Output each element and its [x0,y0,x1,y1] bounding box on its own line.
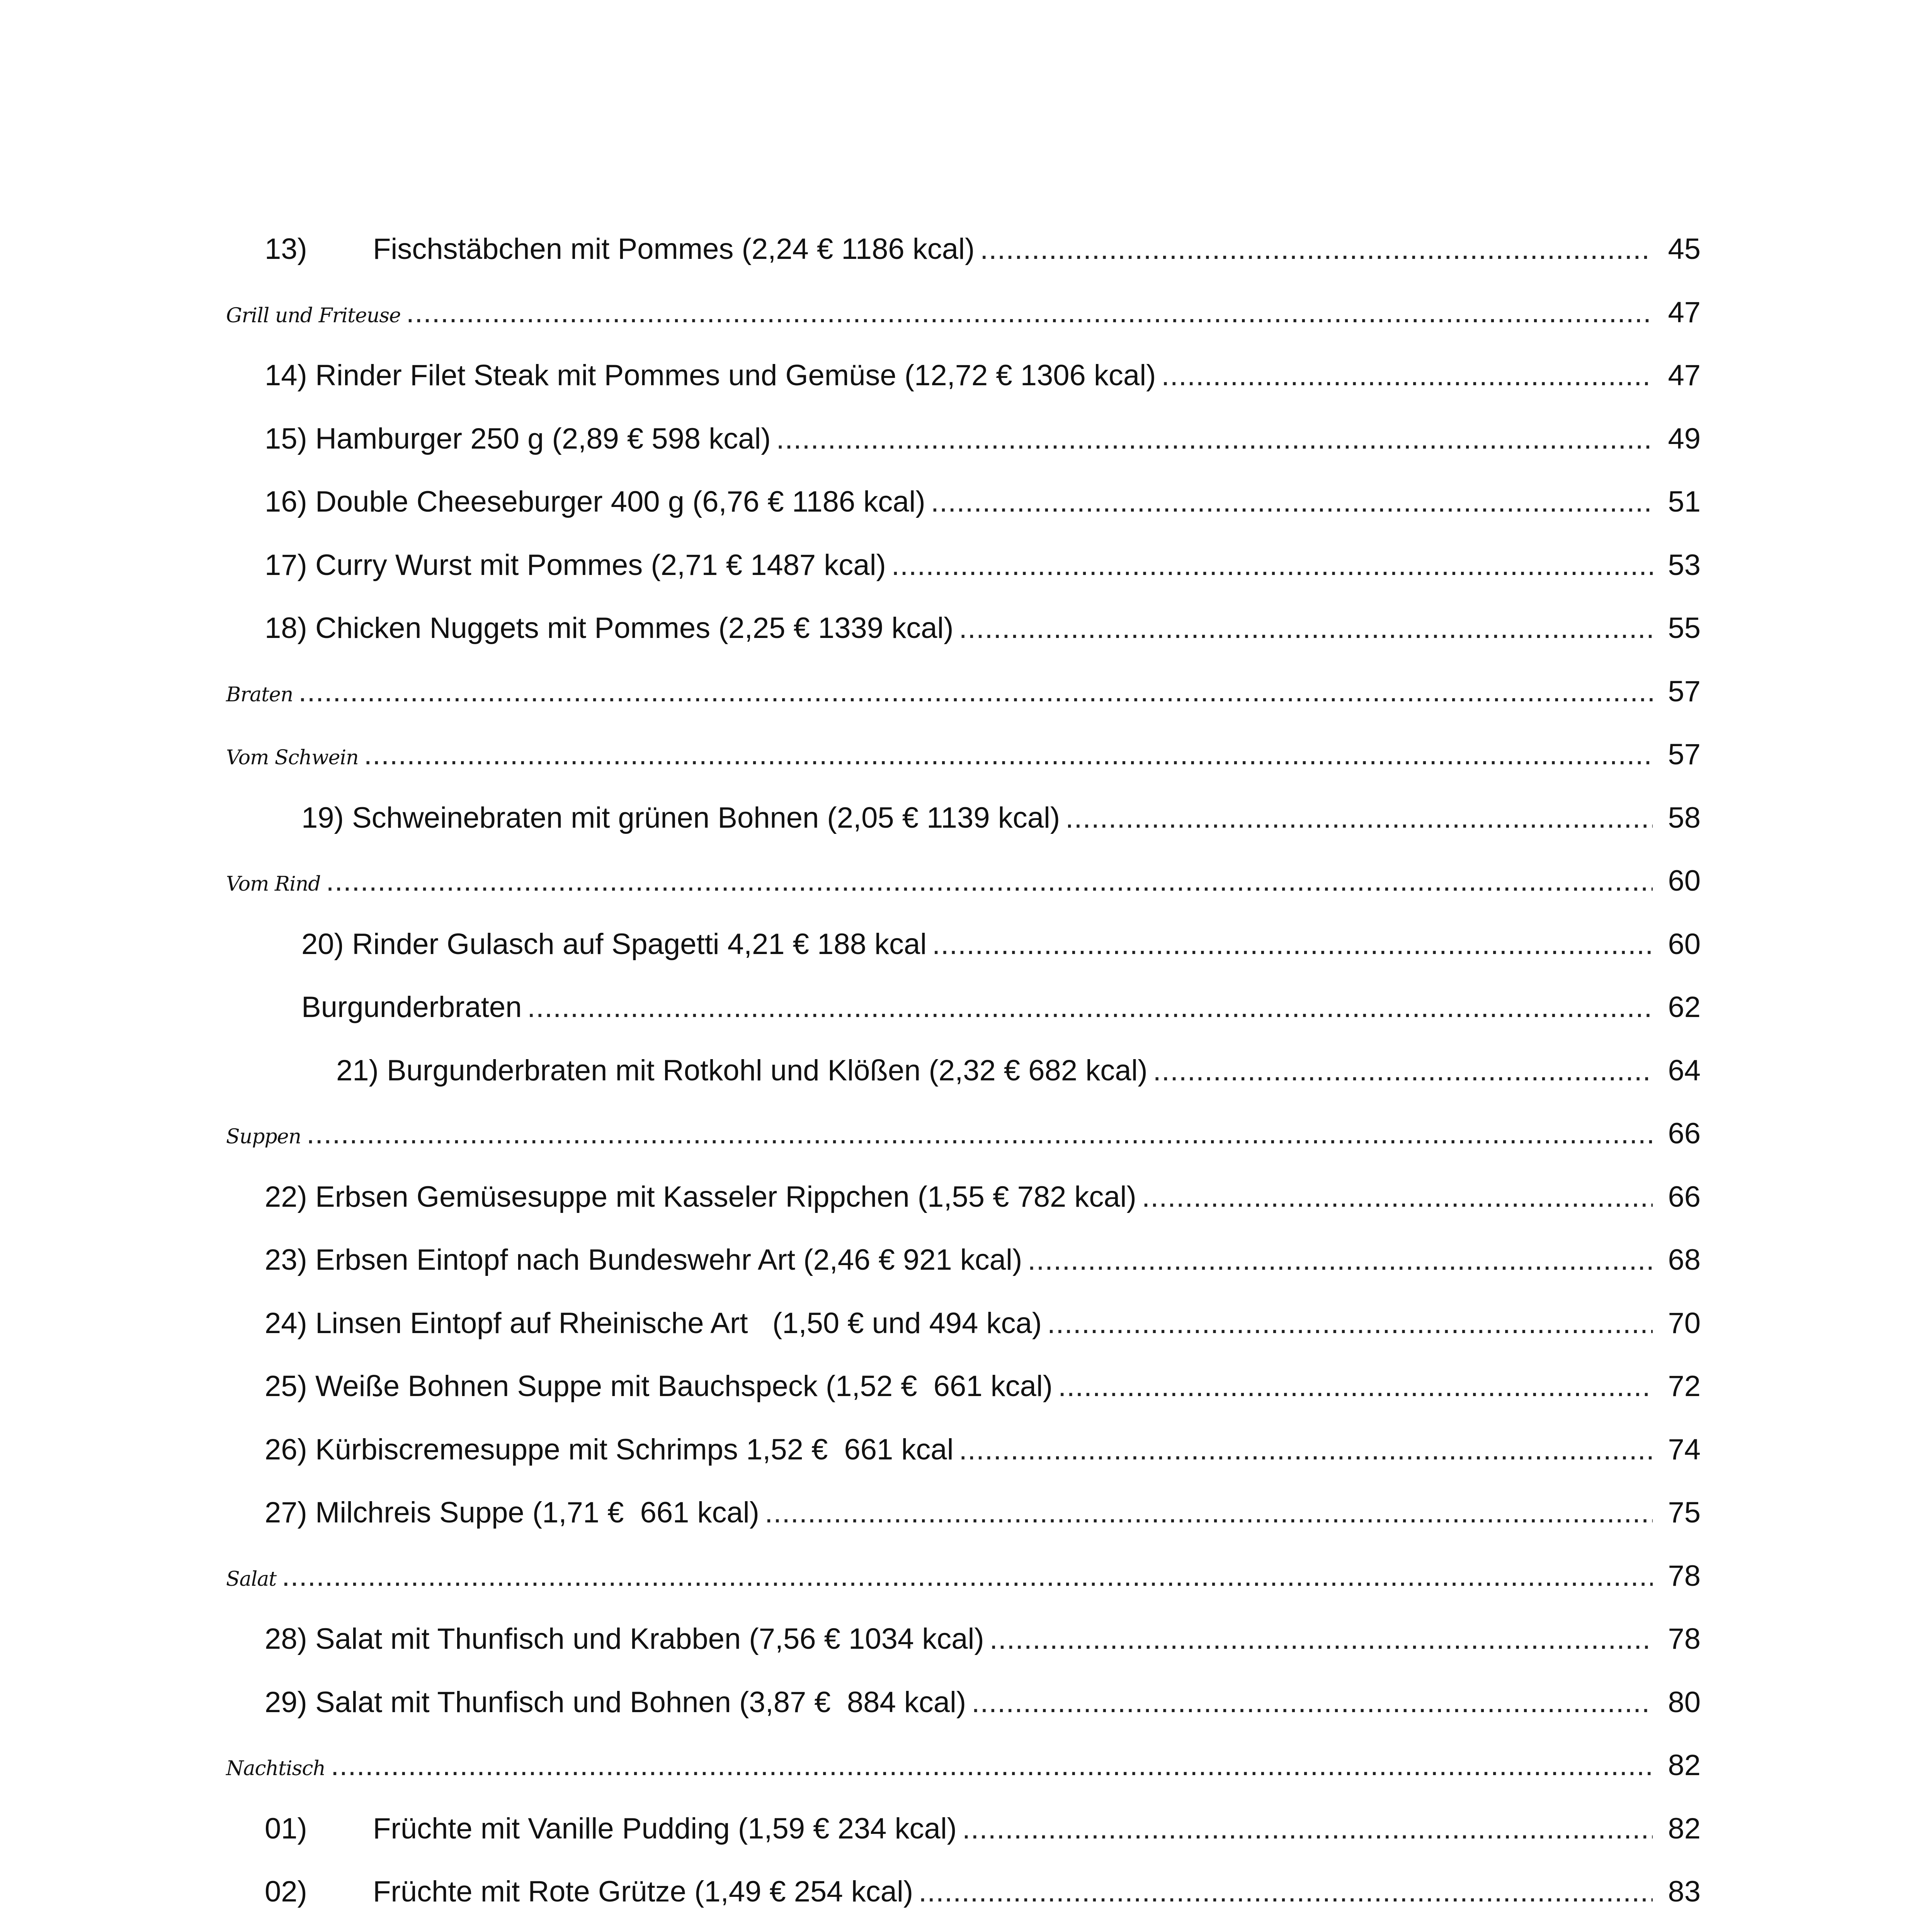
toc-section-heading[interactable] [226,1740,1701,1791]
toc-section-heading[interactable] [226,287,1701,338]
dot-leader [962,1804,1653,1854]
toc-entry[interactable] [265,603,1701,653]
toc-page-number: 66 [1668,1117,1701,1150]
toc-entry-number: 01) [265,1812,307,1845]
toc-entry-label: Vom Rind [226,872,321,896]
toc-page-number: 70 [1668,1306,1701,1340]
toc-entry-label: 26) Kürbiscremesuppe mit Schrimps 1,52 € 661 kcal [265,1433,954,1466]
toc-page-number: 66 [1668,1180,1701,1213]
toc-entry-label: 23) Erbsen Eintopf nach Bundeswehr Art (2,46 € 921 kcal) [265,1243,1022,1276]
dot-leader [959,1425,1653,1475]
toc-entry-label: 19) Schweinebraten mit grünen Bohnen (2,05 € 1139 kcal) [301,801,1060,834]
toc-entry-label: Braten [226,683,293,706]
toc-page-number: 74 [1668,1433,1701,1466]
toc-entry-number [265,1930,373,1932]
toc-entry[interactable] [265,1930,1701,1932]
toc-section-heading[interactable] [226,667,1701,717]
toc-entry-label: Nachtisch [226,1757,325,1780]
toc-entry[interactable] [265,1425,1701,1475]
toc-page-number: 57 [1668,738,1701,771]
toc-section-heading[interactable] [226,1109,1701,1159]
toc-page-number: 78 [1668,1559,1701,1592]
toc-entry-label: Grill und Friteuse [226,304,401,327]
toc-page-number: 58 [1668,801,1701,834]
toc-entry[interactable] [301,919,1701,969]
dot-leader [1047,1298,1653,1349]
toc-page-number: 47 [1668,359,1701,392]
dot-leader [1161,350,1653,401]
toc-page-number: 60 [1668,864,1701,897]
toc-section-heading[interactable] [226,1551,1701,1601]
toc-entry-label: Früchte mit Vanille Pudding (1,59 € 234 kcal) [373,1812,957,1845]
dot-leader [306,1109,1653,1159]
toc-entry[interactable] [265,1235,1701,1285]
toc-entry-label: 25) Weiße Bohnen Suppe mit Bauchspeck (1,52 € 661 kcal) [265,1370,1053,1403]
dot-leader [406,287,1653,338]
dot-leader [326,856,1653,906]
dot-leader [959,603,1653,653]
toc-page-number: 78 [1668,1622,1701,1655]
toc-page-number: 72 [1668,1370,1701,1403]
toc-entry-label: 17) Curry Wurst mit Pommes (2,71 € 1487 kcal) [265,548,886,582]
toc-entry[interactable] [265,477,1701,527]
toc-entry-label: 21) Burgunderbraten mit Rotkohl und Klößen (2,32 € 682 kcal) [336,1054,1148,1087]
toc-entry[interactable] [265,1677,1701,1728]
toc-entry-label: 27) Milchreis Suppe (1,71 € 661 kcal) [265,1496,759,1529]
toc-page-number: 51 [1668,485,1701,518]
toc-page-number: 49 [1668,422,1701,455]
toc-entry[interactable] [265,1614,1701,1664]
dot-leader [527,982,1653,1032]
toc-entry-label: 20) Rinder Gulasch auf Spagetti 4,21 € 188 kcal [301,927,927,961]
toc-entry-label: 14) Rinder Filet Steak mit Pommes und Gemüse (12,72 € 1306 kcal) [265,359,1156,392]
dot-leader [282,1551,1653,1601]
toc-entry-label: 29) Salat mit Thunfisch und Bohnen (3,87 € 884 kcal) [265,1685,966,1719]
toc-entry-label: 22) Erbsen Gemüsesuppe mit Kasseler Rippchen (1,55 € 782 kcal) [265,1180,1136,1213]
dot-leader [331,1740,1653,1791]
dot-leader [776,414,1653,464]
toc-entry[interactable] [301,982,1701,1032]
toc-entry-label: 28) Salat mit Thunfisch und Krabben (7,56 € 1034 kcal) [265,1622,984,1655]
toc-page-number: 45 [1668,233,1701,265]
dot-leader [298,667,1653,717]
toc-entry-label: Fischstäbchen mit Pommes (2,24 € 1186 kcal) [373,233,975,265]
toc-page-number: 62 [1668,991,1701,1024]
toc-section-heading[interactable] [226,856,1701,906]
toc-entry-label: 24) Linsen Eintopf auf Rheinische Art (1,50 € und 494 kca) [265,1306,1042,1340]
toc-entry-number: 13) [265,233,307,265]
toc-entry-label: Salat [226,1567,277,1591]
toc-page-number: 53 [1668,548,1701,582]
dot-leader [904,1930,1653,1932]
dot-leader [971,1677,1653,1728]
toc-page-number: 82 [1668,1749,1701,1782]
toc-page-number: 57 [1668,675,1701,708]
toc-page-number: 83 [1668,1875,1701,1908]
toc-entry[interactable] [265,1361,1701,1412]
dot-leader [1065,793,1653,843]
toc-entry[interactable] [265,414,1701,464]
toc-entry[interactable] [336,1046,1701,1096]
dot-leader [1058,1361,1653,1412]
toc-page-number: 82 [1668,1812,1701,1845]
toc-page-number: 55 [1668,612,1701,645]
toc-entry-number: 02) [265,1875,307,1908]
toc-page-number: 60 [1668,927,1701,961]
toc-section-heading[interactable] [226,730,1701,780]
toc-entry[interactable] [265,1867,1701,1917]
dot-leader [364,730,1653,780]
toc-entry-label: Suppen [226,1125,301,1148]
dot-leader [1142,1172,1653,1222]
dot-leader [891,540,1653,590]
toc-entry-label: Burgunderbraten [301,991,522,1024]
toc-entry-label: 15) Hamburger 250 g (2,89 € 598 kcal) [265,422,771,455]
toc-entry[interactable] [301,793,1701,843]
dot-leader [932,919,1653,969]
toc-entry-label: Vom Schwein [226,746,359,769]
dot-leader [980,224,1653,274]
toc-page-number [1658,1930,1701,1932]
toc-page-number: 64 [1668,1054,1701,1087]
toc-entry-label: Früchte mit Rote Grütze (1,49 € 254 kcal) [373,1875,913,1908]
dot-leader [1027,1235,1653,1285]
toc-entry[interactable] [265,1172,1701,1222]
toc-entry-label: 16) Double Cheeseburger 400 g (6,76 € 1186 kcal) [265,485,925,518]
toc-entry[interactable] [265,1488,1701,1538]
dot-leader [931,477,1653,527]
toc-page-number: 75 [1668,1496,1701,1529]
dot-leader [765,1488,1653,1538]
dot-leader [919,1867,1653,1917]
toc-page-number: 47 [1668,296,1701,329]
dot-leader [1153,1046,1653,1096]
toc-entry[interactable] [265,540,1701,590]
toc-entry[interactable] [265,1804,1701,1854]
toc-entry[interactable] [265,1298,1701,1349]
dot-leader [990,1614,1653,1664]
toc-entry[interactable] [265,224,1701,274]
toc-page-number: 68 [1668,1243,1701,1276]
toc-page-number: 80 [1668,1685,1701,1719]
toc-entry[interactable] [265,350,1701,401]
toc-entry-label: 18) Chicken Nuggets mit Pommes (2,25 € 1339 kcal) [265,612,954,645]
